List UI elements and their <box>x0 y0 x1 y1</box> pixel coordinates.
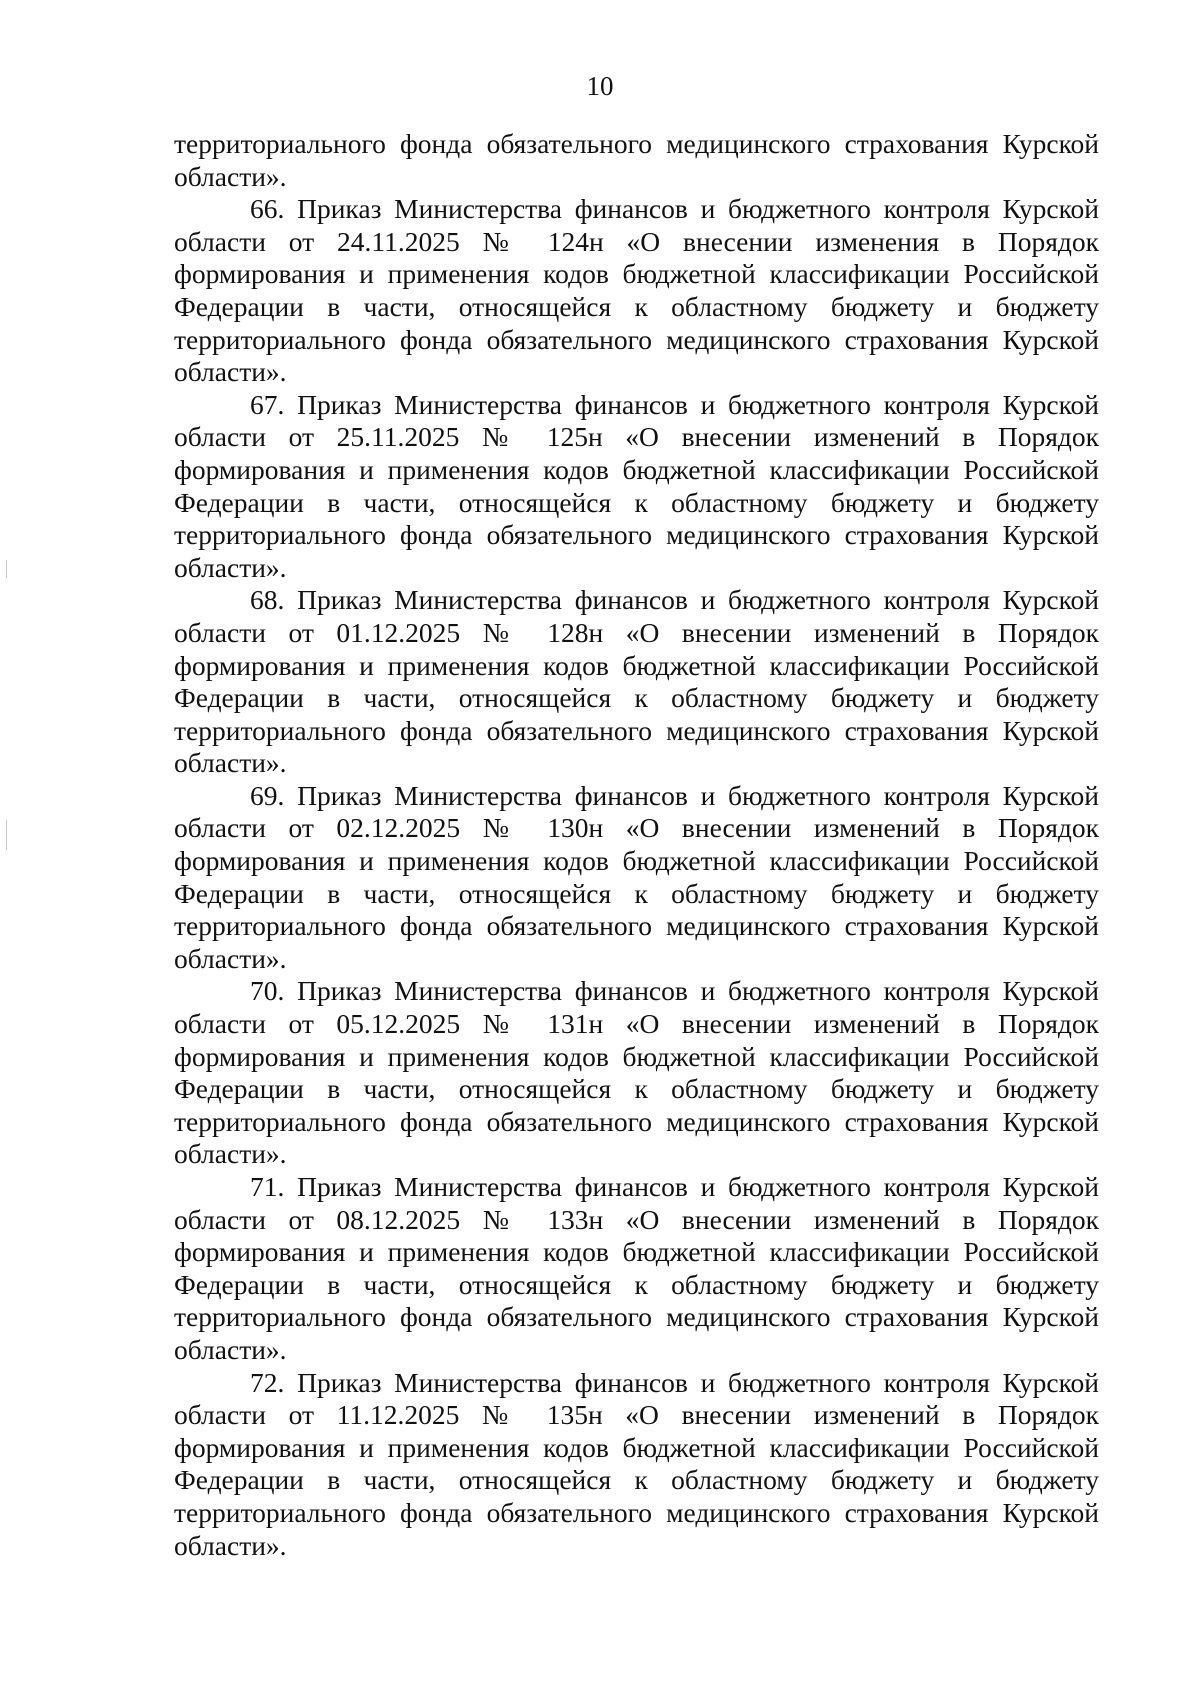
list-item-71: 71. Приказ Министерства финансов и бюджетного контроля Курской области от 08.12.2025 № 133н «О внесении изменений в Порядок формирования и применения кодов бюджетной классификации Российской Федерации в части, относящейся к областному бюджету и бюджету территориального фонда обязательного медицинского страхования Курской области». <box>174 1171 1099 1365</box>
page-number: 10 <box>586 71 614 101</box>
list-item-68: 68. Приказ Министерства финансов и бюджетного контроля Курской области от 01.12.2025 № 128н «О внесении изменений в Порядок формирования и применения кодов бюджетной классификации Российской Федерации в части, относящейся к областному бюджету и бюджету территориального фонда обязательного медицинского страхования Курской области». <box>174 584 1099 779</box>
document-body <box>174 128 1099 1562</box>
list-item-72: 72. Приказ Министерства финансов и бюджетного контроля Курской области от 11.12.2025 № 135н «О внесении изменений в Порядок формирования и применения кодов бюджетной классификации Российской Федерации в части, относящейся к областному бюджету и бюджету территориального фонда обязательного медицинского страхования Курской области». <box>174 1366 1099 1561</box>
list-item-67: 67. Приказ Министерства финансов и бюджетного контроля Курской области от 25.11.2025 № 125н «О внесении изменений в Порядок формирования и применения кодов бюджетной классификации Российской Федерации в части, относящейся к областному бюджету и бюджету территориального фонда обязательного медицинского страхования Курской области». <box>174 388 1099 583</box>
list-item-70: 70. Приказ Министерства финансов и бюджетного контроля Курской области от 05.12.2025 № 131н «О внесении изменений в Порядок формирования и применения кодов бюджетной классификации Российской Федерации в части, относящейся к областному бюджету и бюджету территориального фонда обязательного медицинского страхования Курской области». <box>174 975 1099 1170</box>
scan-margin-mark <box>6 560 7 578</box>
scan-margin-mark <box>6 820 7 850</box>
list-item-66: 66. Приказ Министерства финансов и бюджетного контроля Курской области от 24.11.2025 № 124н «О внесении изменения в Порядок формирования и применения кодов бюджетной классификации Российской Федерации в части, относящейся к областному бюджету и бюджету территориального фонда обязательного медицинского страхования Курской области». <box>174 193 1099 388</box>
list-item-69: 69. Приказ Министерства финансов и бюджетного контроля Курской области от 02.12.2025 № 130н «О внесении изменений в Порядок формирования и применения кодов бюджетной классификации Российской Федерации в части, относящейся к областному бюджету и бюджету территориального фонда обязательного медицинского страхования Курской области». <box>174 779 1099 974</box>
paragraph-continuation: территориального фонда обязательного медицинского страхования Курской области». <box>174 128 1099 192</box>
